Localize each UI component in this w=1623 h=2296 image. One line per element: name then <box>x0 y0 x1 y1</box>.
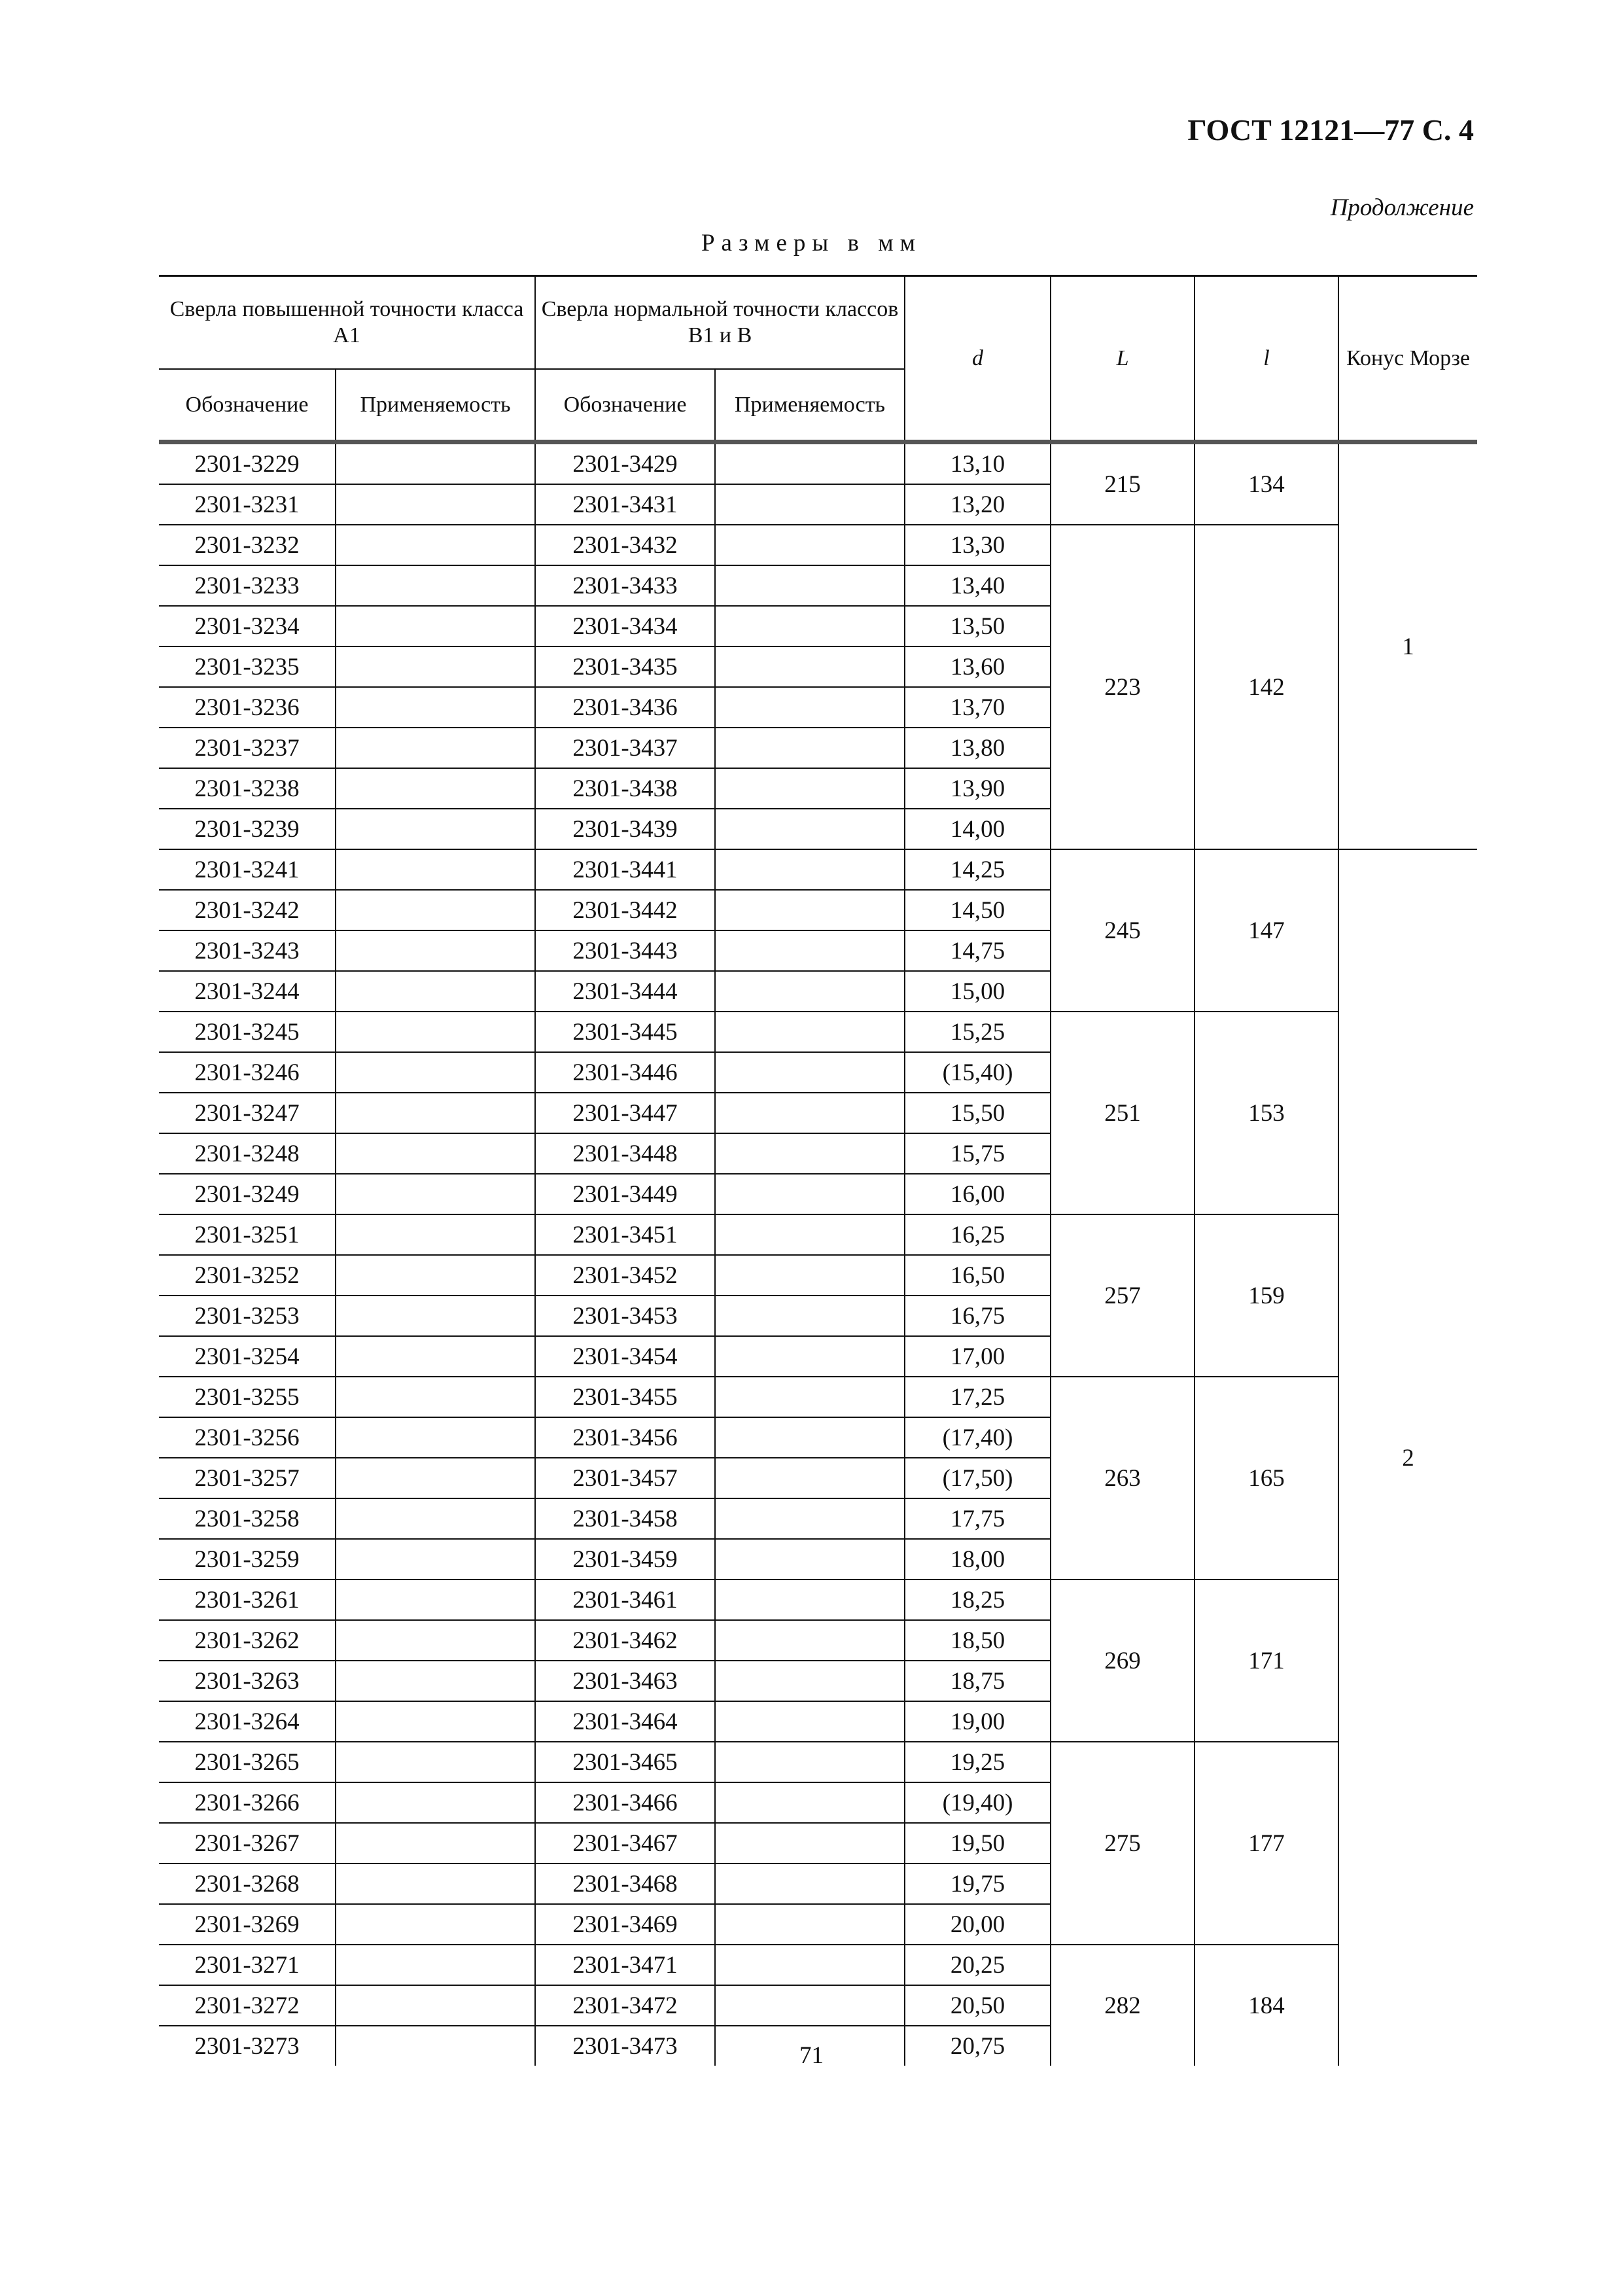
l-value-cell: 147 <box>1195 849 1338 1012</box>
d-value-cell: 14,50 <box>905 890 1051 930</box>
d-value-cell: 20,75 <box>905 2026 1051 2066</box>
d-value-cell: 13,70 <box>905 687 1051 728</box>
d-value-cell: 18,50 <box>905 1620 1051 1661</box>
b-designation-cell: 2301-3463 <box>535 1661 715 1701</box>
a1-designation-cell: 2301-3261 <box>159 1580 336 1620</box>
b-applicability-cell <box>715 1620 905 1661</box>
b-applicability-cell <box>715 484 905 525</box>
d-value-cell: 16,25 <box>905 1214 1051 1255</box>
b-designation-cell: 2301-3443 <box>535 930 715 971</box>
b-designation-cell: 2301-3466 <box>535 1782 715 1823</box>
b-applicability-cell <box>715 1336 905 1377</box>
b-designation-cell: 2301-3442 <box>535 890 715 930</box>
table-row <box>159 1012 1477 1052</box>
d-value-cell: 17,75 <box>905 1498 1051 1539</box>
b-applicability-cell <box>715 1417 905 1458</box>
b-designation-cell: 2301-3453 <box>535 1296 715 1336</box>
d-value-cell: 13,40 <box>905 565 1051 606</box>
b-applicability-cell <box>715 1296 905 1336</box>
a1-designation-cell: 2301-3255 <box>159 1377 336 1417</box>
l-value-cell: 142 <box>1195 525 1338 849</box>
a1-designation-cell: 2301-3242 <box>159 890 336 930</box>
b-designation-cell: 2301-3468 <box>535 1863 715 1904</box>
a1-applicability-cell <box>336 1093 535 1133</box>
l-value-cell: 153 <box>1195 1012 1338 1214</box>
a1-designation-cell: 2301-3229 <box>159 442 336 485</box>
d-value-cell: 16,00 <box>905 1174 1051 1214</box>
a1-applicability-cell <box>336 1701 535 1742</box>
b-applicability-cell <box>715 930 905 971</box>
d-value-cell: 20,50 <box>905 1985 1051 2026</box>
b-applicability-cell <box>715 1214 905 1255</box>
b-applicability-cell <box>715 1863 905 1904</box>
a1-applicability-cell <box>336 1012 535 1052</box>
d-value-cell: 13,20 <box>905 484 1051 525</box>
a1-applicability-cell <box>336 930 535 971</box>
L-value-cell: 223 <box>1051 525 1195 849</box>
table-body <box>159 442 1477 2066</box>
a1-applicability-cell <box>336 849 535 890</box>
a1-designation-cell: 2301-3268 <box>159 1863 336 1904</box>
b-designation-cell: 2301-3469 <box>535 1904 715 1945</box>
header-group-a1: Сверла повышенной точности класса А1 <box>159 276 535 370</box>
b-designation-cell: 2301-3458 <box>535 1498 715 1539</box>
b-designation-cell: 2301-3465 <box>535 1742 715 1782</box>
b-applicability-cell <box>715 1985 905 2026</box>
b-designation-cell: 2301-3451 <box>535 1214 715 1255</box>
b-applicability-cell <box>715 1093 905 1133</box>
a1-applicability-cell <box>336 1782 535 1823</box>
a1-designation-cell: 2301-3238 <box>159 768 336 809</box>
b-applicability-cell <box>715 1742 905 1782</box>
page-number: 71 <box>799 2042 824 2069</box>
a1-designation-cell: 2301-3272 <box>159 1985 336 2026</box>
d-value-cell: 13,60 <box>905 646 1051 687</box>
b-applicability-cell <box>715 1133 905 1174</box>
b-applicability-cell <box>715 1052 905 1093</box>
L-value-cell: 257 <box>1051 1214 1195 1377</box>
a1-applicability-cell <box>336 971 535 1012</box>
document-header: ГОСТ 12121—77 С. 4 <box>1187 113 1474 147</box>
a1-designation-cell: 2301-3263 <box>159 1661 336 1701</box>
b-applicability-cell <box>715 1458 905 1498</box>
b-applicability-cell <box>715 849 905 890</box>
a1-applicability-cell <box>336 1823 535 1863</box>
b-applicability-cell <box>715 768 905 809</box>
b-designation-cell: 2301-3437 <box>535 728 715 768</box>
a1-applicability-cell <box>336 1458 535 1498</box>
drill-dimensions-table-wrapper <box>159 275 1477 2066</box>
b-designation-cell: 2301-3431 <box>535 484 715 525</box>
b-designation-cell: 2301-3459 <box>535 1539 715 1580</box>
d-value-cell: 19,25 <box>905 1742 1051 1782</box>
b-applicability-cell <box>715 809 905 849</box>
b-applicability-cell <box>715 1782 905 1823</box>
l-value-cell: 171 <box>1195 1580 1338 1742</box>
d-value-cell: 13,90 <box>905 768 1051 809</box>
d-value-cell: 13,30 <box>905 525 1051 565</box>
units-caption: Размеры в мм <box>701 230 922 256</box>
b-applicability-cell <box>715 442 905 485</box>
b-applicability-cell <box>715 1255 905 1296</box>
b-designation-cell: 2301-3467 <box>535 1823 715 1863</box>
d-value-cell: 15,75 <box>905 1133 1051 1174</box>
d-value-cell: 13,50 <box>905 606 1051 646</box>
table-row <box>159 1945 1477 1985</box>
a1-applicability-cell <box>336 565 535 606</box>
b-designation-cell: 2301-3449 <box>535 1174 715 1214</box>
d-value-cell: 19,50 <box>905 1823 1051 1863</box>
b-applicability-cell <box>715 1498 905 1539</box>
b-designation-cell: 2301-3462 <box>535 1620 715 1661</box>
d-value-cell: 16,50 <box>905 1255 1051 1296</box>
b-applicability-cell <box>715 1012 905 1052</box>
a1-applicability-cell <box>336 1214 535 1255</box>
b-designation-cell: 2301-3434 <box>535 606 715 646</box>
a1-designation-cell: 2301-3247 <box>159 1093 336 1133</box>
b-designation-cell: 2301-3461 <box>535 1580 715 1620</box>
d-value-cell: 16,75 <box>905 1296 1051 1336</box>
d-value-cell: 14,00 <box>905 809 1051 849</box>
a1-designation-cell: 2301-3269 <box>159 1904 336 1945</box>
a1-applicability-cell <box>336 768 535 809</box>
l-value-cell: 165 <box>1195 1377 1338 1580</box>
b-applicability-cell <box>715 1661 905 1701</box>
a1-designation-cell: 2301-3253 <box>159 1296 336 1336</box>
d-value-cell: 20,25 <box>905 1945 1051 1985</box>
a1-applicability-cell <box>336 1863 535 1904</box>
b-designation-cell: 2301-3444 <box>535 971 715 1012</box>
L-value-cell: 269 <box>1051 1580 1195 1742</box>
a1-applicability-cell <box>336 1620 535 1661</box>
a1-applicability-cell <box>336 1296 535 1336</box>
d-value-cell: 17,00 <box>905 1336 1051 1377</box>
a1-applicability-cell <box>336 1377 535 1417</box>
b-designation-cell: 2301-3448 <box>535 1133 715 1174</box>
a1-designation-cell: 2301-3256 <box>159 1417 336 1458</box>
d-value-cell: (17,50) <box>905 1458 1051 1498</box>
d-value-cell: 19,75 <box>905 1863 1051 1904</box>
d-value-cell: 18,25 <box>905 1580 1051 1620</box>
l-value-cell: 184 <box>1195 1945 1338 2066</box>
a1-designation-cell: 2301-3237 <box>159 728 336 768</box>
b-applicability-cell <box>715 890 905 930</box>
b-applicability-cell <box>715 1539 905 1580</box>
a1-applicability-cell <box>336 1498 535 1539</box>
table-row <box>159 1377 1477 1417</box>
a1-designation-cell: 2301-3244 <box>159 971 336 1012</box>
a1-designation-cell: 2301-3251 <box>159 1214 336 1255</box>
a1-applicability-cell <box>336 1985 535 2026</box>
b-designation-cell: 2301-3445 <box>535 1012 715 1052</box>
d-value-cell: 20,00 <box>905 1904 1051 1945</box>
d-value-cell: 13,10 <box>905 442 1051 485</box>
b-designation-cell: 2301-3439 <box>535 809 715 849</box>
b-applicability-cell <box>715 1174 905 1214</box>
a1-applicability-cell <box>336 1417 535 1458</box>
l-value-cell: 134 <box>1195 442 1338 525</box>
L-value-cell: 215 <box>1051 442 1195 525</box>
a1-applicability-cell <box>336 1133 535 1174</box>
L-value-cell: 275 <box>1051 1742 1195 1945</box>
a1-applicability-cell <box>336 525 535 565</box>
b-applicability-cell <box>715 565 905 606</box>
a1-applicability-cell <box>336 646 535 687</box>
a1-designation-cell: 2301-3271 <box>159 1945 336 1985</box>
a1-applicability-cell <box>336 1904 535 1945</box>
d-value-cell: (17,40) <box>905 1417 1051 1458</box>
a1-designation-cell: 2301-3235 <box>159 646 336 687</box>
b-designation-cell: 2301-3438 <box>535 768 715 809</box>
b-designation-cell: 2301-3433 <box>535 565 715 606</box>
a1-applicability-cell <box>336 442 535 485</box>
L-value-cell: 282 <box>1051 1945 1195 2066</box>
a1-designation-cell: 2301-3258 <box>159 1498 336 1539</box>
L-value-cell: 245 <box>1051 849 1195 1012</box>
b-applicability-cell <box>715 971 905 1012</box>
d-value-cell: (19,40) <box>905 1782 1051 1823</box>
a1-designation-cell: 2301-3233 <box>159 565 336 606</box>
a1-applicability-cell <box>336 809 535 849</box>
a1-applicability-cell <box>336 1580 535 1620</box>
table-row <box>159 1580 1477 1620</box>
b-designation-cell: 2301-3457 <box>535 1458 715 1498</box>
a1-designation-cell: 2301-3259 <box>159 1539 336 1580</box>
a1-applicability-cell <box>336 728 535 768</box>
a1-designation-cell: 2301-3249 <box>159 1174 336 1214</box>
d-value-cell: 19,00 <box>905 1701 1051 1742</box>
table-row <box>159 1214 1477 1255</box>
b-applicability-cell <box>715 606 905 646</box>
a1-applicability-cell <box>336 606 535 646</box>
a1-designation-cell: 2301-3266 <box>159 1782 336 1823</box>
b-designation-cell: 2301-3456 <box>535 1417 715 1458</box>
b-designation-cell: 2301-3447 <box>535 1093 715 1133</box>
a1-designation-cell: 2301-3267 <box>159 1823 336 1863</box>
table-row <box>159 442 1477 485</box>
a1-applicability-cell <box>336 1052 535 1093</box>
a1-designation-cell: 2301-3234 <box>159 606 336 646</box>
d-value-cell: 15,25 <box>905 1012 1051 1052</box>
header-b-designation: Обозначение <box>535 369 715 442</box>
b-applicability-cell <box>715 1377 905 1417</box>
b-applicability-cell <box>715 1580 905 1620</box>
a1-designation-cell: 2301-3245 <box>159 1012 336 1052</box>
d-value-cell: (15,40) <box>905 1052 1051 1093</box>
a1-designation-cell: 2301-3262 <box>159 1620 336 1661</box>
b-designation-cell: 2301-3472 <box>535 1985 715 2026</box>
b-designation-cell: 2301-3441 <box>535 849 715 890</box>
a1-designation-cell: 2301-3231 <box>159 484 336 525</box>
table-row <box>159 525 1477 565</box>
a1-applicability-cell <box>336 687 535 728</box>
l-value-cell: 177 <box>1195 1742 1338 1945</box>
b-applicability-cell <box>715 1701 905 1742</box>
a1-designation-cell: 2301-3257 <box>159 1458 336 1498</box>
header-d: d <box>905 276 1051 442</box>
b-designation-cell: 2301-3473 <box>535 2026 715 2066</box>
a1-applicability-cell <box>336 1742 535 1782</box>
a1-applicability-cell <box>336 1174 535 1214</box>
a1-applicability-cell <box>336 484 535 525</box>
b-applicability-cell <box>715 646 905 687</box>
b-designation-cell: 2301-3436 <box>535 687 715 728</box>
a1-applicability-cell <box>336 1661 535 1701</box>
morse-taper-cell: 2 <box>1338 849 1477 2066</box>
a1-designation-cell: 2301-3252 <box>159 1255 336 1296</box>
d-value-cell: 15,50 <box>905 1093 1051 1133</box>
d-value-cell: 18,75 <box>905 1661 1051 1701</box>
d-value-cell: 15,00 <box>905 971 1051 1012</box>
a1-applicability-cell <box>336 1539 535 1580</box>
b-designation-cell: 2301-3446 <box>535 1052 715 1093</box>
header-a1-applicability: Применяемость <box>336 369 535 442</box>
header-L: L <box>1051 276 1195 442</box>
b-designation-cell: 2301-3435 <box>535 646 715 687</box>
b-designation-cell: 2301-3432 <box>535 525 715 565</box>
header-group-b: Сверла нормальной точности классов В1 и В <box>535 276 905 370</box>
d-value-cell: 17,25 <box>905 1377 1051 1417</box>
a1-applicability-cell <box>336 1945 535 1985</box>
b-designation-cell: 2301-3464 <box>535 1701 715 1742</box>
a1-designation-cell: 2301-3246 <box>159 1052 336 1093</box>
b-designation-cell: 2301-3455 <box>535 1377 715 1417</box>
d-value-cell: 13,80 <box>905 728 1051 768</box>
drill-dimensions-table <box>159 275 1477 2066</box>
L-value-cell: 263 <box>1051 1377 1195 1580</box>
d-value-cell: 18,00 <box>905 1539 1051 1580</box>
a1-designation-cell: 2301-3273 <box>194 2032 300 2060</box>
header-b-applicability: Применяемость <box>715 369 905 442</box>
a1-designation-cell: 2301-3265 <box>159 1742 336 1782</box>
a1-designation-cell: 2301-3241 <box>159 849 336 890</box>
b-applicability-cell <box>715 1823 905 1863</box>
a1-designation-cell: 2301-3243 <box>159 930 336 971</box>
a1-designation-cell: 2301-3236 <box>159 687 336 728</box>
a1-designation-cell: 2301-3248 <box>159 1133 336 1174</box>
l-value-cell: 159 <box>1195 1214 1338 1377</box>
b-applicability-cell <box>715 687 905 728</box>
b-designation-cell: 2301-3454 <box>535 1336 715 1377</box>
L-value-cell: 251 <box>1051 1012 1195 1214</box>
b-designation-cell: 2301-3471 <box>535 1945 715 1985</box>
table-row <box>159 1742 1477 1782</box>
header-a1-designation: Обозначение <box>159 369 336 442</box>
header-morse-taper: Конус Морзе <box>1338 276 1477 442</box>
continuation-label: Продолжение <box>1330 194 1474 221</box>
a1-applicability-cell <box>336 890 535 930</box>
a1-designation-cell: 2301-3239 <box>159 809 336 849</box>
table-row <box>159 849 1477 890</box>
a1-applicability-cell <box>336 1336 535 1377</box>
b-applicability-cell <box>715 728 905 768</box>
b-designation-cell: 2301-3452 <box>535 1255 715 1296</box>
b-applicability-cell <box>715 1945 905 1985</box>
a1-applicability-cell <box>336 1255 535 1296</box>
header-l: l <box>1195 276 1338 442</box>
b-designation-cell: 2301-3429 <box>535 442 715 485</box>
a1-designation-cell: 2301-3232 <box>159 525 336 565</box>
a1-designation-cell: 2301-3254 <box>159 1336 336 1377</box>
b-applicability-cell <box>715 525 905 565</box>
a1-designation-cell: 2301-3264 <box>159 1701 336 1742</box>
b-applicability-cell <box>715 1904 905 1945</box>
d-value-cell: 14,25 <box>905 849 1051 890</box>
d-value-cell: 14,75 <box>905 930 1051 971</box>
morse-taper-cell: 1 <box>1338 442 1477 850</box>
